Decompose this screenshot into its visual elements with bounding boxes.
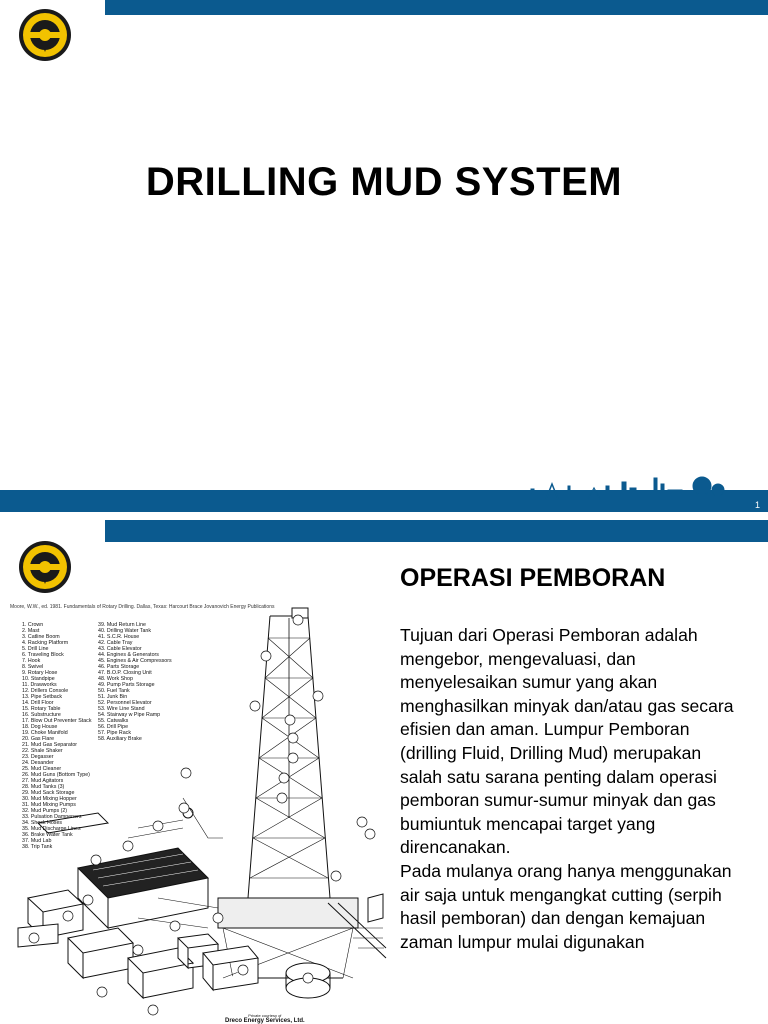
credit-small: Private courtesy of	[248, 1013, 282, 1018]
legend-item: 27. Mud Agitators	[22, 778, 64, 784]
legend-item: 33. Pulsation Dampeners	[22, 814, 82, 820]
legend-item: 54. Stairway w Pipe Ramp	[98, 712, 161, 718]
legend-item: 46. Parts Storage	[98, 664, 140, 670]
legend-item: 51. Junk Bin	[98, 694, 128, 700]
industrial-skyline-icon	[516, 474, 746, 510]
legend-item: 16. Substructure	[22, 712, 61, 718]
slide-2	[0, 520, 768, 1024]
figure-credit	[225, 1013, 305, 1024]
legend-item: 55. Catwalks	[98, 718, 129, 724]
legend-item: 15. Rotary Table	[22, 706, 61, 712]
top-banner	[105, 0, 768, 15]
legend-item: 50. Fuel Tank	[98, 688, 130, 694]
legend-item: 57. Pipe Rack	[98, 730, 131, 736]
legend-item: 13. Pipe Setback	[22, 694, 63, 700]
legend-item: 53. Wire Line Stand	[98, 706, 145, 712]
legend-item: 2. Mast	[22, 628, 40, 634]
legend-item: 35. Mud Discharge Lines	[22, 826, 81, 832]
legend-item: 19. Choke Manifold	[22, 730, 68, 736]
legend-item: 29. Mud Sack Storage	[22, 790, 75, 796]
paragraph-2: Pada mulanya orang hanya menggunakan air saja untuk mengangkat cutting (serpih hasil pemboran) dan dengan kemajuan zaman lumpur mulai digunakan	[400, 860, 732, 952]
figure-caption: Moore, W.W., ed. 1981. Fundamentals of Rotary Drilling. Dallas, Texas: Harcourt Brace Jovanovich Energy Publications	[10, 604, 275, 610]
legend-item: 24. Desander	[22, 760, 54, 766]
legend-item: 5. Drill Line	[22, 646, 49, 652]
slide-title: DRILLING MUD SYSTEM	[145, 160, 623, 204]
legend-item: 18. Dog House	[22, 724, 58, 730]
legend-item: 40. Drilling Water Tank	[98, 628, 151, 634]
legend-item: 23. Degasser	[22, 754, 54, 760]
legend-item: 11. Drawworks	[22, 682, 57, 688]
legend-item: 25. Mud Cleaner	[22, 766, 62, 772]
legend-item: 56. Drill Pipe	[98, 724, 129, 730]
legend-item: 32. Mud Pumps (2)	[22, 808, 68, 814]
legend-item: 36. Brake Water Tank	[22, 832, 73, 838]
top-banner	[105, 520, 768, 542]
legend-item: 28. Mud Tanks (3)	[22, 784, 65, 790]
legend-item: 6. Traveling Block	[22, 652, 64, 658]
legend-item: 14. Drill Floor	[22, 700, 54, 706]
figure-legend-column-2	[98, 622, 172, 742]
legend-item: 31. Mud Mixing Pumps	[22, 802, 76, 808]
legend-item: 48. Work Shop	[98, 676, 133, 682]
legend-item: 42. Cable Tray	[98, 640, 133, 646]
legend-item: 8. Swivel	[22, 664, 44, 670]
legend-item: 34. Shock Hoses	[22, 820, 63, 826]
section-heading: OPERASI PEMBORAN	[400, 564, 666, 592]
legend-item: 17. Blow Out Preventer Stack	[22, 718, 92, 724]
figure-legend-column-1	[22, 622, 91, 850]
university-logo-icon	[18, 540, 72, 594]
legend-item: 12. Drillers Console	[22, 688, 69, 694]
credit-text: Dreco Energy Services, Ltd.	[225, 1018, 305, 1024]
legend-item: 52. Personnel Elevator	[98, 700, 152, 706]
legend-item: 10. Standpipe	[22, 676, 55, 682]
legend-item: 43. Cable Elevator	[98, 646, 142, 652]
legend-item: 47. B.O.P. Closing Unit	[98, 670, 152, 676]
university-logo-icon	[18, 8, 72, 62]
legend-item: 49. Pump Parts Storage	[98, 682, 155, 688]
legend-item: 22. Shale Shaker	[22, 748, 63, 754]
legend-item: 41. S.C.R. House	[98, 634, 140, 640]
legend-item: 30. Mud Mixing Hopper	[22, 796, 77, 802]
legend-item: 9. Rotary Hose	[22, 670, 58, 676]
legend-item: 39. Mud Return Line	[98, 622, 146, 628]
legend-item: 45. Engines & Air Compressors	[98, 658, 172, 664]
legend-item: 44. Engines & Generators	[98, 652, 159, 658]
slide-separator	[0, 512, 768, 520]
page-number: 1	[754, 500, 760, 510]
legend-item: 1. Crown	[22, 622, 44, 628]
body-text	[400, 624, 740, 954]
legend-item: 37. Mud Lab	[22, 838, 52, 844]
legend-item: 3. Catline Boom	[22, 634, 60, 640]
legend-item: 38. Trip Tank	[22, 844, 53, 850]
legend-item: 7. Hook	[22, 658, 41, 664]
legend-item: 26. Mud Guns (Bottom Type)	[22, 772, 90, 778]
legend-item: 21. Mud Gas Separator	[22, 742, 78, 748]
paragraph-1: Tujuan dari Operasi Pemboran adalah mengebor, mengevaluasi, dan menyelesaikan sumur yang akan menghasilkan minyak dan/atau gas secara efisien dan aman. Lumpur Pemboran (drilling Fluid, Drilling Mud) merupakan salah satu sarana penting dalam operasi pemboran sumur-sumur minyak dan gas bumiuntuk mencapai target yang direncanakan.	[400, 625, 734, 858]
legend-item: 20. Gas Flare	[22, 736, 55, 742]
legend-item: 58. Auxiliary Brake	[98, 736, 142, 742]
legend-item: 4. Racking Platform	[22, 640, 69, 646]
